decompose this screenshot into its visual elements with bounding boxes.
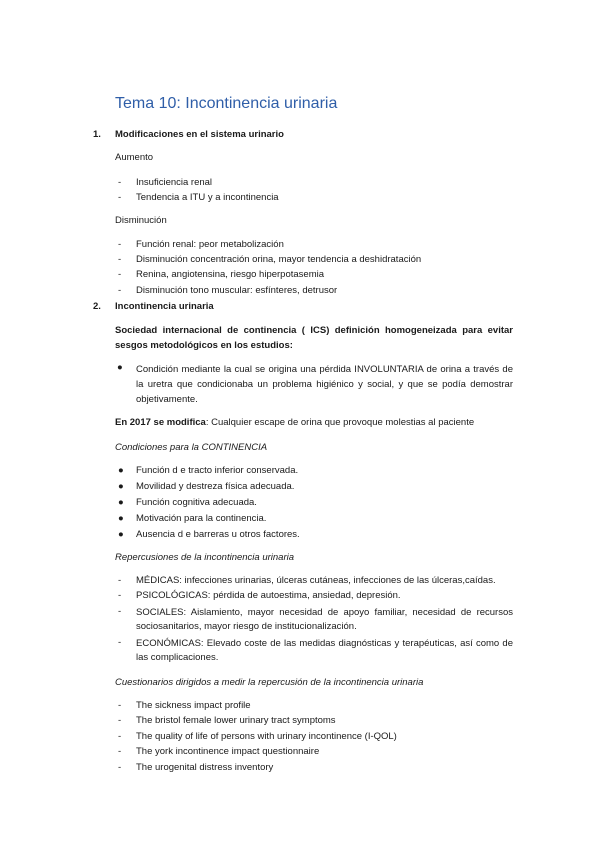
- dash-marker: -: [118, 700, 122, 711]
- dash-marker: -: [118, 590, 122, 601]
- dash-marker: -: [118, 239, 122, 250]
- section-1-number: 1.: [93, 129, 101, 140]
- update-note-text: : Cualquier escape de orina que provoque molestias al paciente: [205, 417, 475, 428]
- update-note-bold: En 2017 se modifica: [115, 417, 206, 428]
- dash-marker: -: [118, 285, 122, 296]
- dash-marker: -: [118, 575, 122, 586]
- dash-marker: -: [118, 177, 122, 188]
- ics-intro: Sociedad internacional de continencia ( ICS) definición homogeneizada para evitar sesgos metodológicos en los estudios:: [115, 325, 513, 351]
- bullet-marker: ●: [117, 362, 123, 373]
- bullet-marker: ●: [118, 513, 124, 524]
- dash-marker: -: [118, 192, 122, 203]
- section-2-title: Incontinencia urinaria: [115, 301, 214, 312]
- bullet-marker: ●: [118, 481, 124, 492]
- dash-marker: -: [118, 731, 122, 742]
- questionnaires-heading: Cuestionarios dirigidos a medir la repercusión de la incontinencia urinaria: [115, 677, 424, 688]
- dash-marker: -: [118, 254, 122, 265]
- dash-marker: -: [118, 762, 122, 773]
- continence-heading: Condiciones para la CONTINENCIA: [115, 442, 268, 453]
- dash-marker: -: [118, 269, 122, 280]
- repercussions-heading: Repercusiones de la incontinencia urinaria: [115, 552, 295, 563]
- bullet-marker: ●: [118, 529, 124, 540]
- bullet-marker: ●: [118, 497, 124, 508]
- list-item: SOCIALES: Aislamiento, mayor necesidad de apoyo familiar, necesidad de recursos sociosanitarios, mayor riesgo de institucionalización.: [136, 607, 513, 632]
- page-title: Tema 10: Incontinencia urinaria: [115, 95, 338, 112]
- section-1-title: Modificaciones en el sistema urinario: [115, 129, 284, 140]
- ics-definition: Condición mediante la cual se origina una pérdida INVOLUNTARIA de orina a través de la uretra que condicionaba un problema higiénico y social, y que se podía demostrar objetivamente.: [136, 364, 513, 405]
- bullet-marker: ●: [118, 465, 124, 476]
- list-item: ECONÓMICAS: Elevado coste de las medidas diagnósticas y terapéuticas, así como de las complicaciones.: [136, 638, 513, 663]
- dash-marker: -: [118, 746, 122, 757]
- disminucion-label: Disminución: [115, 215, 167, 226]
- section-2-number: 2.: [93, 301, 101, 312]
- aumento-label: Aumento: [115, 152, 154, 163]
- section-1-heading: [93, 129, 284, 140]
- update-note: [115, 417, 474, 428]
- dash-marker: -: [118, 637, 122, 648]
- section-2-heading: [93, 301, 214, 312]
- dash-marker: -: [118, 715, 122, 726]
- document-page: Tema 10: Incontinencia urinaria 1. Modificaciones en el sistema urinario Aumento - Insuficiencia renal - Tendencia a ITU y a incontinencia Disminución - Función renal: peor metabolización - Disminución concentración orina, mayor tendencia a deshidratación - Renina, angiotensina, riesgo hiperpotasemia - Disminución tono muscular: esfínteres, detrusor 2. Incontinencia urinaria Sociedad internacional de continencia ( ICS) definición homogeneizada para evitar sesgos metodológicos en los estudios: ● Condición mediante la cual se origina una pérdida INVOLUNTARIA de orina a través de la uretra que condicionaba un problema higiénico y social, y que se podía demostrar objetivamente. En 2017 se modifica: Cualquier escape de orina que provoque molestias al paciente Condiciones para la CONTINENCIA ● Función d e tracto inferior conservada. ● Movilidad y destreza física adecuada. ● Función cognitiva adecuada. ● Motivación para la continencia. ● Ausencia d e barreras u otros factores. Repercusiones de la incontinencia urinaria - MÉDICAS: infecciones urinarias, úlceras cutáneas, infecciones de las úlceras,caídas. - PSICOLÓGICAS: pérdida de autoestima, ansiedad, depresión. - SOCIALES: Aislamiento, mayor necesidad de apoyo familiar, necesidad de recursos sociosanitarios, mayor riesgo de institucionalización. - ECONÓMICAS: Elevado coste de las medidas diagnósticas y terapéuticas, así como de las complicaciones. Cuestionarios dirigidos a medir la repercusión de la incontinencia urinaria - The sickness impact profile - The bristol female lower urinary tract symptoms - The quality of life of persons with urinary incontinence (I-QOL) - The york incontinence impact questionnaire - The urogenital distress inventory: [93, 95, 513, 773]
- dash-marker: -: [118, 606, 122, 617]
